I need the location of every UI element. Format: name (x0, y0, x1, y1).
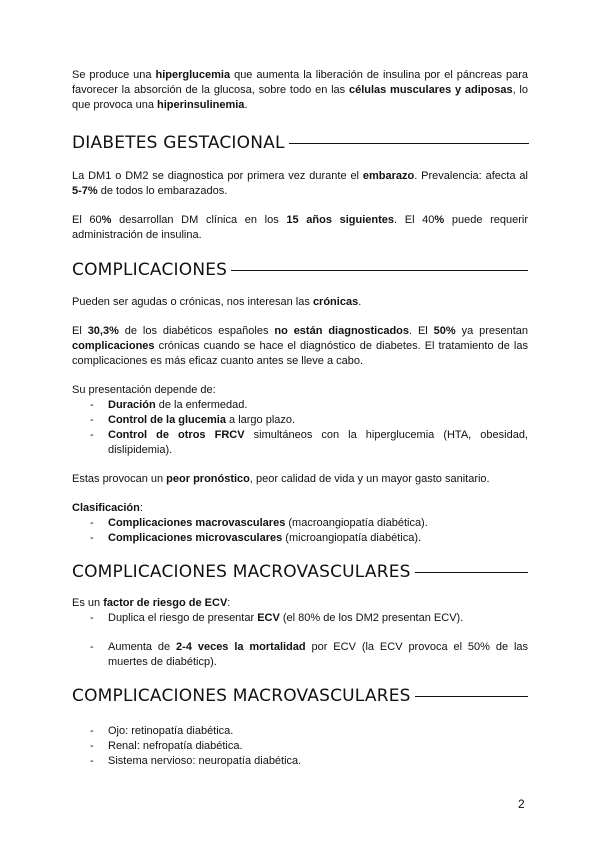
complicaciones-paragraph-3: Su presentación depende de: (72, 384, 216, 396)
list-item: - Complicaciones microvasculares (microangiopatía diabética). (72, 531, 528, 546)
presentacion-list (72, 398, 528, 458)
heading-rule (231, 270, 528, 271)
gestacional-paragraph-1: La DM1 o DM2 se diagnostica por primera vez durante el embarazo. Prevalencia: afecta al 5-7% de todos lo embarazados. (72, 170, 528, 197)
list-item: - Duplica el riesgo de presentar ECV (el 80% de los DM2 presentan ECV). (72, 611, 528, 626)
heading-rule (415, 696, 528, 697)
list-item: - Complicaciones macrovasculares (macroangiopatía diabética). (72, 516, 528, 531)
heading-text: COMPLICACIONES MACROVASCULARES (72, 686, 411, 706)
macro-list-2 (72, 640, 528, 670)
list-item: - Aumenta de 2-4 veces la mortalidad por ECV (la ECV provoca el 50% de las muertes de diabéticp). (72, 640, 528, 670)
macro-paragraph-1: Es un factor de riesgo de ECV: (72, 597, 231, 609)
list-item: - Renal: nefropatía diabética. (72, 739, 528, 754)
clasificacion-label: Clasificación: (72, 502, 143, 514)
heading-text: DIABETES GESTACIONAL (72, 133, 285, 153)
list-item: - Sistema nervioso: neuropatía diabética. (72, 754, 528, 769)
macro-list-1 (72, 611, 528, 626)
gestacional-paragraph-2: El 60% desarrollan DM clínica en los 15 años siguientes. El 40% puede requerir administración de insulina. (72, 214, 528, 241)
list-item: - Duración de la enfermedad. (72, 398, 528, 413)
heading-diabetes-gestacional (72, 133, 528, 153)
complicaciones-paragraph-4: Estas provocan un peor pronóstico, peor calidad de vida y un mayor gasto sanitario. (72, 473, 490, 485)
heading-text: COMPLICACIONES (72, 260, 228, 280)
organos-list (72, 724, 528, 769)
list-item: - Control de la glucemia a largo plazo. (72, 413, 528, 428)
heading-complicaciones (72, 260, 528, 280)
heading-rule (289, 143, 529, 144)
complicaciones-paragraph-1: Pueden ser agudas o crónicas, nos interesan las crónicas. (72, 296, 362, 308)
document-page (72, 68, 528, 769)
page-number: 2 (518, 797, 525, 811)
heading-complicaciones-macrovasculares-2 (72, 686, 528, 706)
clasificacion-list (72, 516, 528, 546)
list-item: - Control de otros FRCV simultáneos con la hiperglucemia (HTA, obesidad, dislipidemia). (72, 428, 528, 458)
list-item: - Ojo: retinopatía diabética. (72, 724, 528, 739)
heading-text: COMPLICACIONES MACROVASCULARES (72, 562, 411, 582)
heading-rule (415, 572, 528, 573)
intro-paragraph: Se produce una hiperglucemia que aumenta la liberación de insulina por el páncreas para favorecer la absorción de la glucosa, sobre todo en las células musculares y adiposas, lo que provoca una hiperinsulinemia. (72, 69, 528, 111)
heading-complicaciones-macrovasculares (72, 562, 528, 582)
complicaciones-paragraph-2: El 30,3% de los diabéticos españoles no están diagnosticados. El 50% ya presentan complicaciones crónicas cuando se hace el diagnóstico de diabetes. El tratamiento de las complicaciones es más eficaz cuanto antes se lleve a cabo. (72, 325, 529, 367)
